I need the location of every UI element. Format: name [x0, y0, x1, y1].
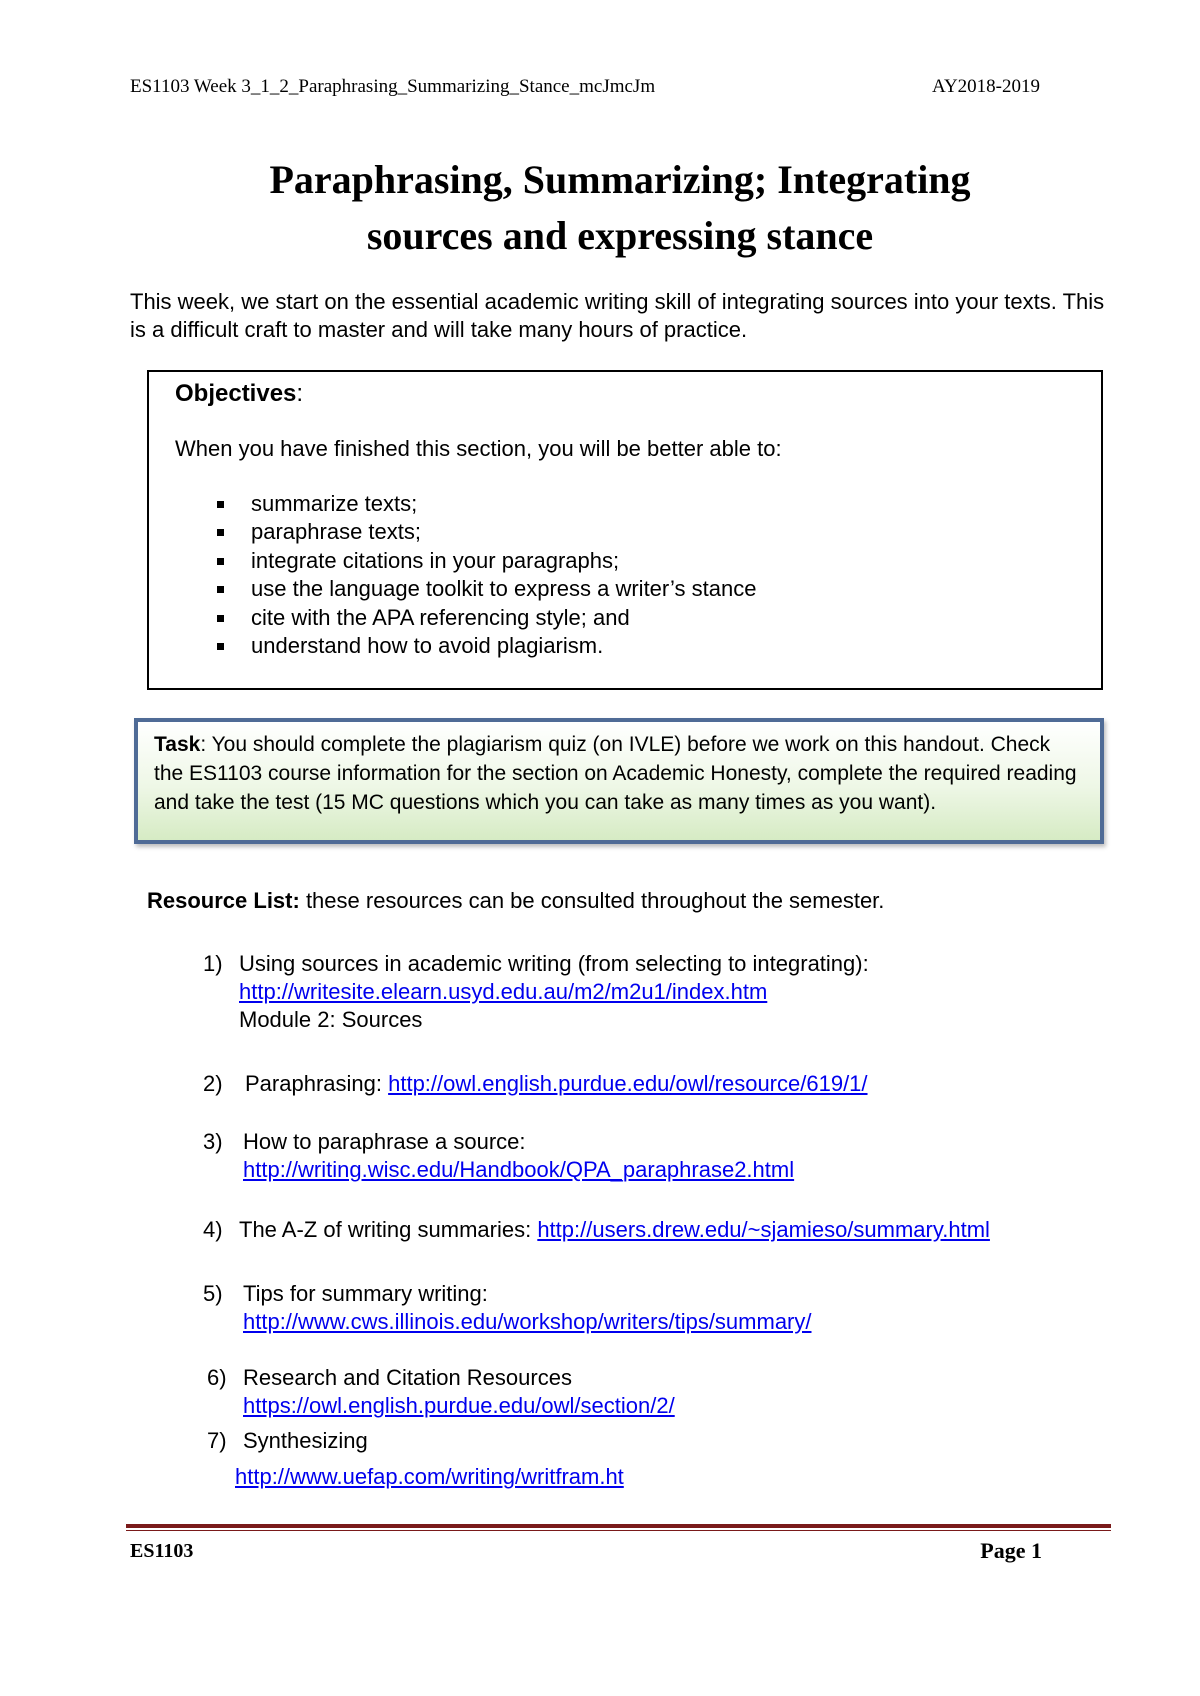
- title-line-1: Paraphrasing, Summarizing; Integrating: [269, 157, 971, 202]
- square-bullet-icon: [217, 643, 224, 650]
- resource-text: Research and Citation Resources: [243, 1365, 572, 1390]
- objective-item: cite with the APA referencing style; and: [217, 604, 756, 632]
- intro-paragraph: This week, we start on the essential academic writing skill of integrating sources into your texts. This is a difficult craft to master and will take many hours of practice.: [130, 289, 1105, 342]
- resource-link[interactable]: http://www.cws.illinois.edu/workshop/writers/tips/summary/: [243, 1309, 812, 1334]
- objective-item: understand how to avoid plagiarism.: [217, 632, 756, 660]
- resource-link[interactable]: http://users.drew.edu/~sjamieso/summary.html: [537, 1217, 990, 1242]
- task-box: [134, 718, 1104, 844]
- objectives-heading: Objectives:: [175, 380, 304, 407]
- resource-link[interactable]: http://owl.english.purdue.edu/owl/resource/619/1/: [388, 1071, 868, 1096]
- resource-list-heading: Resource List: these resources can be consulted throughout the semester.: [147, 888, 885, 913]
- resource-link[interactable]: http://www.uefap.com/writing/writfram.ht: [235, 1464, 624, 1489]
- title-line-2: sources and expressing stance: [366, 213, 874, 258]
- footer-divider: [126, 1524, 1111, 1528]
- resource-item-5: 5) Tips for summary writing: http://www.cws.illinois.edu/workshop/writers/tips/summary/: [203, 1281, 812, 1334]
- objectives-box: [147, 370, 1103, 690]
- page-header: [130, 76, 1040, 106]
- task-label: Task: [154, 733, 201, 756]
- resource-item-1: 1) Using sources in academic writing (from selecting to integrating): http://writesite.elearn.usyd.edu.au/m2/m2u1/index.htm Module 2: Sources: [203, 951, 869, 1032]
- footer-divider-thin: [126, 1530, 1111, 1531]
- square-bullet-icon: [217, 501, 224, 508]
- objective-item: integrate citations in your paragraphs;: [217, 547, 756, 575]
- page-title: [100, 152, 1140, 264]
- objectives-lead: When you have finished this section, you will be better able to:: [175, 436, 782, 461]
- resource-text: The A-Z of writing summaries:: [239, 1217, 532, 1242]
- objective-item: paraphrase texts;: [217, 518, 756, 546]
- footer-page-number: Page 1: [980, 1538, 1042, 1563]
- resource-text: Paraphrasing:: [245, 1071, 382, 1096]
- square-bullet-icon: [217, 529, 224, 536]
- resource-item-4: 4) The A-Z of writing summaries: http://users.drew.edu/~sjamieso/summary.html: [203, 1217, 990, 1242]
- objective-item: use the language toolkit to express a writer’s stance: [217, 575, 756, 603]
- square-bullet-icon: [217, 586, 224, 593]
- resource-text: Tips for summary writing:: [243, 1281, 488, 1306]
- resource-item-3: 3) How to paraphrase a source: http://writing.wisc.edu/Handbook/QPA_paraphrase2.html: [203, 1129, 795, 1182]
- resource-text: How to paraphrase a source:: [243, 1129, 526, 1154]
- resource-note: Module 2: Sources: [239, 1007, 423, 1032]
- resource-item-2: 2) Paraphrasing: http://owl.english.purdue.edu/owl/resource/619/1/: [203, 1071, 868, 1096]
- resource-link[interactable]: http://writesite.elearn.usyd.edu.au/m2/m2u1/index.htm: [239, 979, 768, 1004]
- resource-link[interactable]: http://writing.wisc.edu/Handbook/QPA_paraphrase2.html: [243, 1157, 795, 1182]
- square-bullet-icon: [217, 558, 224, 565]
- task-text: Task: You should complete the plagiarism quiz (on IVLE) before we work on this handout. Check the ES1103 course information for the section on Academic Honesty, complete the required reading and take the test (15 MC questions which you can take as many times as you want).: [154, 733, 1077, 814]
- square-bullet-icon: [217, 615, 224, 622]
- header-academic-year: AY2018-2019: [931, 76, 1040, 97]
- resource-text: Using sources in academic writing (from selecting to integrating):: [239, 951, 869, 976]
- resource-item-6: 6) Research and Citation Resources https://owl.english.purdue.edu/owl/section/2/: [207, 1365, 675, 1418]
- objectives-list: [217, 490, 756, 660]
- resource-text: Synthesizing: [243, 1428, 368, 1453]
- resource-item-7: 7) Synthesizing http://www.uefap.com/writing/writfram.ht: [207, 1428, 624, 1489]
- objective-item: summarize texts;: [217, 490, 756, 518]
- header-document-name: ES1103 Week 3_1_2_Paraphrasing_Summarizing_Stance_mcJmcJm: [130, 76, 656, 97]
- footer-course-code: ES1103: [130, 1540, 194, 1562]
- resource-link[interactable]: https://owl.english.purdue.edu/owl/section/2/: [243, 1393, 675, 1418]
